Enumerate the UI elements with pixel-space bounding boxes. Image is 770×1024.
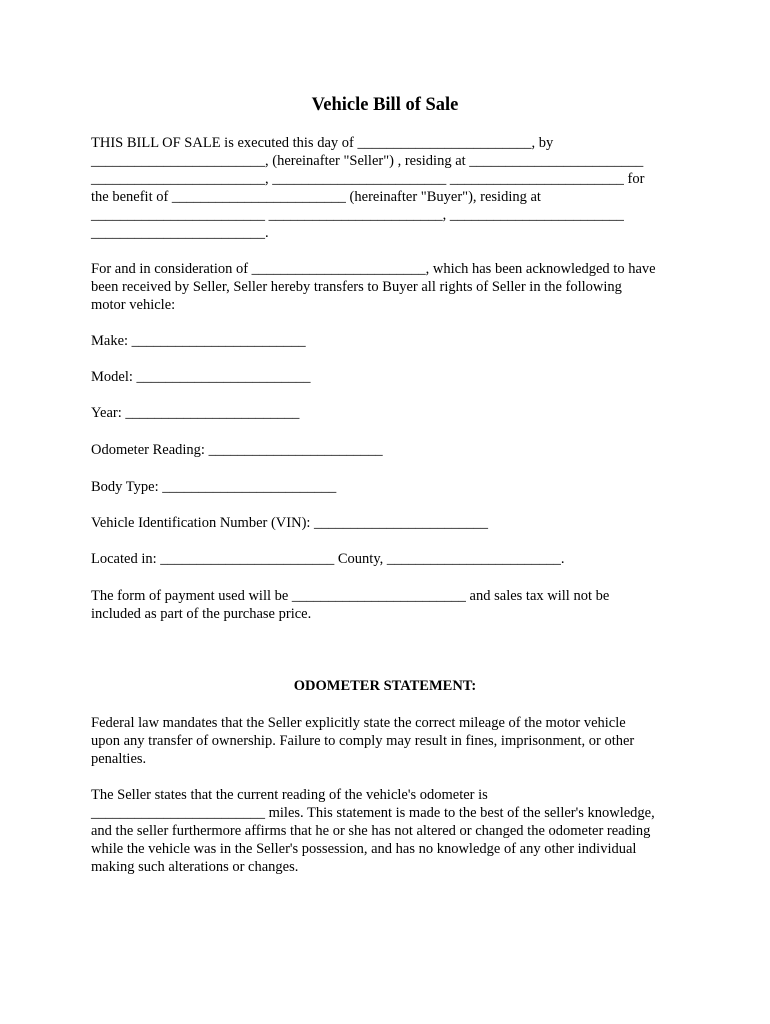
intro-line: the benefit of ________________________ (hereinafter "Buyer"), residing at — [91, 189, 541, 205]
seller-statement-line: making such alterations or changes. — [91, 859, 299, 875]
seller-statement-line: and the seller furthermore affirms that he or she has not altered or changed the odometer reading — [91, 823, 651, 839]
federal-law-line: upon any transfer of ownership. Failure to comply may result in fines, imprisonment, or other — [91, 733, 635, 749]
payment-line: included as part of the purchase price. — [91, 606, 312, 622]
location-field: Located in: ________________________ County, ________________________. — [91, 551, 565, 567]
consideration-line: motor vehicle: — [91, 297, 176, 313]
body-type-field: Body Type: ________________________ — [91, 479, 337, 495]
make-field: Make: ________________________ — [91, 333, 306, 349]
intro-line: ________________________ ________________________, ________________________ — [91, 207, 624, 223]
consideration-line: For and in consideration of ________________________, which has been acknowledged to have — [91, 261, 656, 277]
intro-line: ________________________. — [91, 225, 269, 241]
year-field: Year: ________________________ — [91, 405, 300, 421]
payment-line: The form of payment used will be ________________________ and sales tax will not be — [91, 588, 610, 604]
intro-line: ________________________, (hereinafter "Seller") , residing at ________________________ — [91, 153, 644, 169]
model-field: Model: ________________________ — [91, 369, 311, 385]
seller-statement-line: ________________________ miles. This statement is made to the best of the seller's knowledge, — [91, 805, 655, 821]
seller-statement-line: while the vehicle was in the Seller's possession, and has no knowledge of any other individual — [91, 841, 637, 857]
intro-line: ________________________, ________________________ ________________________ for — [91, 171, 645, 187]
odometer-statement-heading: ODOMETER STATEMENT: — [293, 678, 477, 694]
intro-line: THIS BILL OF SALE is executed this day of ________________________, by — [91, 135, 554, 151]
federal-law-line: penalties. — [91, 751, 147, 767]
consideration-line: been received by Seller, Seller hereby transfers to Buyer all rights of Seller in the following — [91, 279, 622, 295]
vin-field: Vehicle Identification Number (VIN): ________________________ — [91, 515, 489, 531]
odometer-field: Odometer Reading: ________________________ — [91, 442, 383, 458]
seller-statement-line: The Seller states that the current reading of the vehicle's odometer is — [91, 787, 488, 803]
federal-law-line: Federal law mandates that the Seller explicitly state the correct mileage of the motor vehicle — [91, 715, 626, 731]
document-title: Vehicle Bill of Sale — [311, 95, 459, 115]
